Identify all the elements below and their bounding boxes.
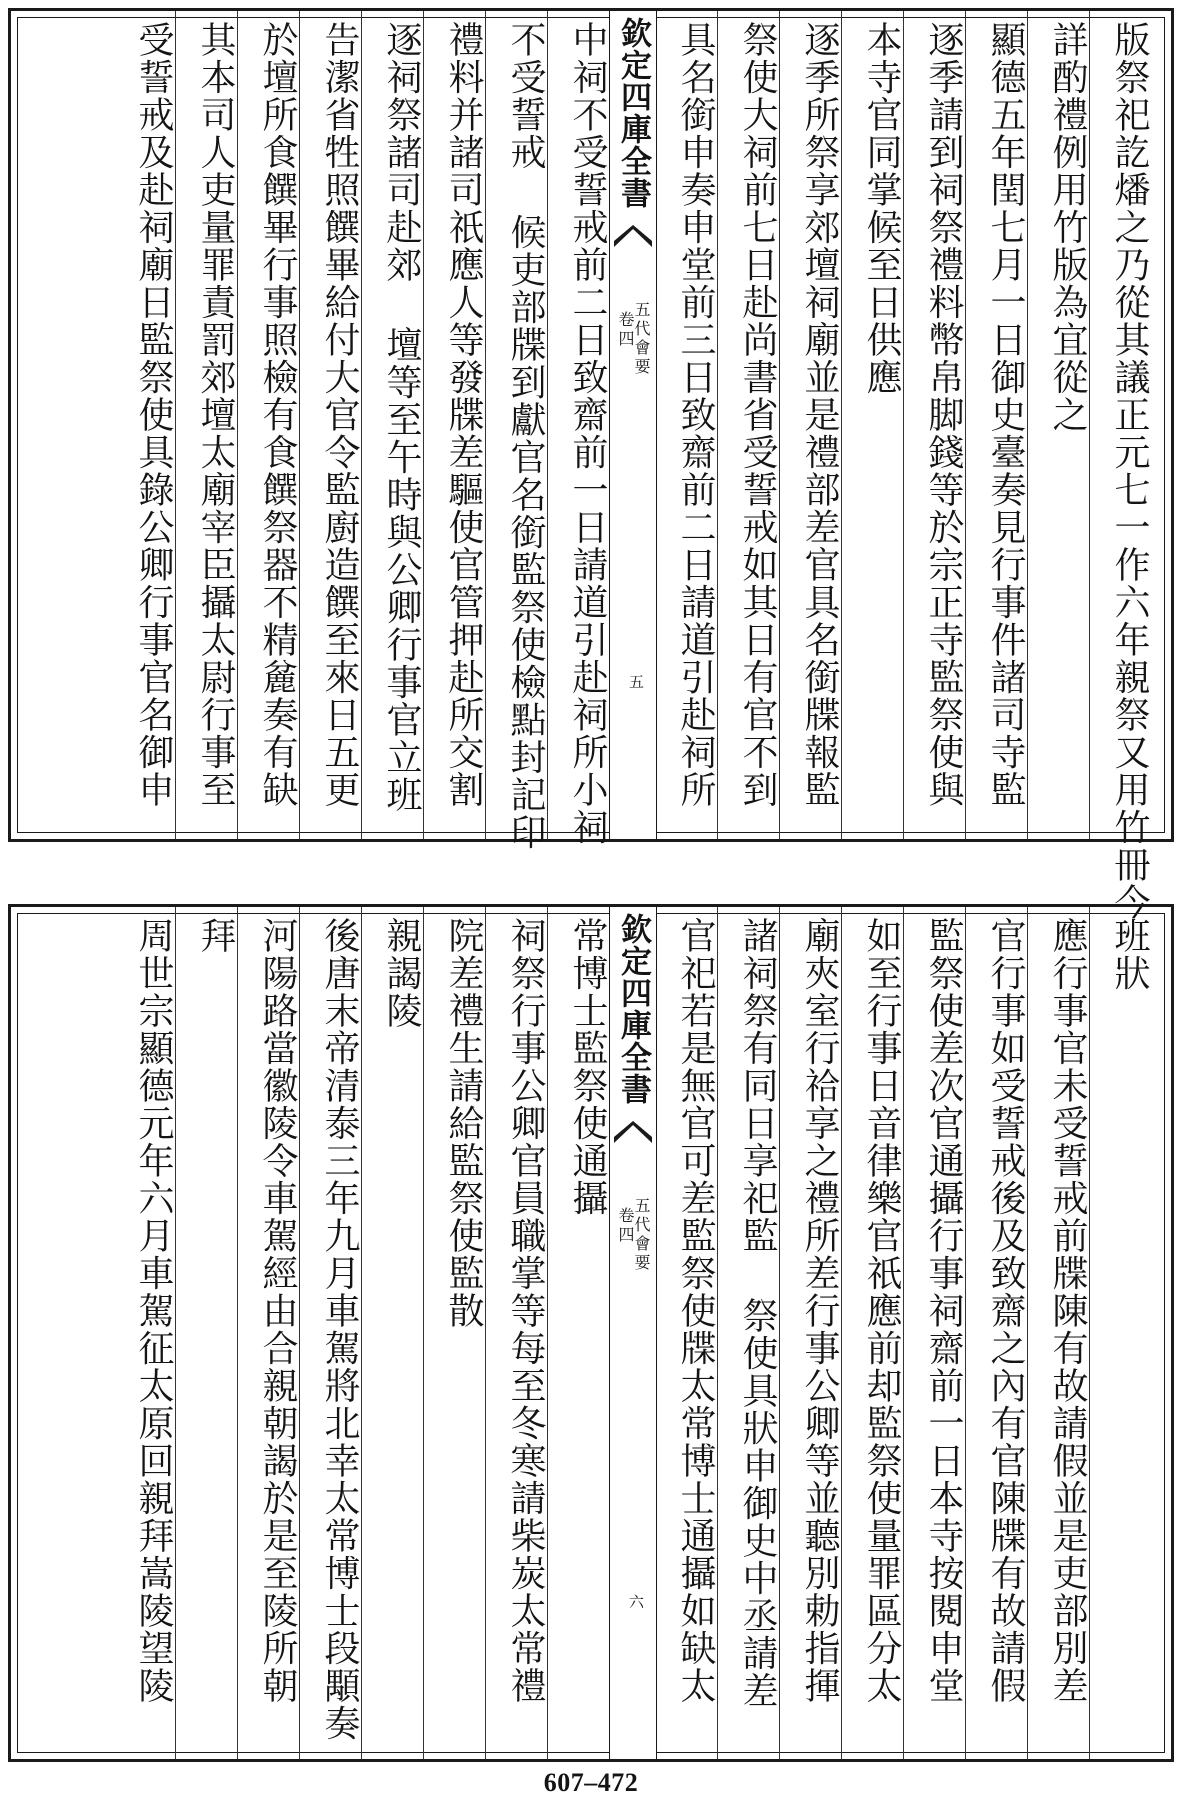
upper-page-column-rule — [547, 11, 548, 839]
upper-page-text-column: 具名銜申奏申堂前三日致齋前二日請道引赴祠所 — [675, 21, 716, 809]
lower-page-column-rule — [423, 907, 424, 1759]
lower-page-column-rule — [717, 907, 718, 1759]
page-number: 607–472 — [543, 1768, 639, 1797]
lower-page-text-column: 應行事官未受誓戒前牒陳有故請假並是吏部別差 — [1047, 917, 1088, 1705]
upper-page-text-column: 告潔省牲照饌畢給付大官令監廚造饌至來日五更 — [319, 21, 360, 809]
lower-page-text-column: 後唐末帝清泰三年九月車駕將北幸太常博士段顒奏 — [319, 917, 360, 1742]
lower-page-text-column: 班狀 — [1109, 917, 1150, 992]
upper-page-column-rule — [361, 11, 362, 839]
lower-page-column-rule — [299, 907, 300, 1759]
lower-page-text-column: 拜 — [195, 917, 236, 955]
lower-page-column-rule — [841, 907, 842, 1759]
upper-page-text-column: 顯德五年閏七月一日御史臺奏見行事件諸司寺監 — [985, 21, 1026, 809]
upper-page-text-column: 詳酌禮例用竹版為宜從之 — [1047, 21, 1088, 434]
upper-page-book-name: 五代會要 — [632, 301, 651, 377]
lower-page-column-rule — [547, 907, 548, 1759]
upper-page-folio-number: 五 — [627, 674, 645, 689]
upper-page-text-column: 逐季請到祠祭禮料幣帛脚錢等於宗正寺監祭使與 — [923, 21, 964, 809]
upper-page-text-column: 中祠不受誓戒前二日致齋前一日請道引赴祠所小祠 — [567, 21, 608, 846]
lower-page-text-column: 官行事如受誓戒後及致齋之內有官陳牒有故請假 — [985, 917, 1026, 1705]
lower-page-volume: 卷四 — [616, 1207, 635, 1245]
lower-page-text-column: 親謁陵 — [381, 917, 422, 1030]
upper-page-text-column: 逐季所祭享郊壇祠廟並是禮部差官具名銜牒報監 — [799, 21, 840, 809]
upper-page-center-fold — [609, 11, 657, 839]
upper-page-column-rule — [779, 11, 780, 839]
lower-page-text-column: 廟夾室行祫享之禮所差行事公卿等並聽別勅指揮 — [799, 917, 840, 1705]
upper-page-column-rule — [965, 11, 966, 839]
upper-page-column-rule — [299, 11, 300, 839]
upper-page-column-rule — [717, 11, 718, 839]
upper-page-column-rule — [423, 11, 424, 839]
lower-page-column-rule — [903, 907, 904, 1759]
lower-page-column-rule — [965, 907, 966, 1759]
upper-page-running-title: 欽定四庫全書 — [615, 17, 651, 209]
upper-page-text-column: 不受誓戒 候吏部牒到獻官名銜監祭使檢點封記印 — [505, 21, 546, 851]
lower-page-text-column: 監祭使差次官通攝行事祠齋前一日本寺按閱申堂 — [923, 917, 964, 1705]
upper-page-volume: 卷四 — [616, 311, 635, 349]
upper-page-column-rule — [1027, 11, 1028, 839]
lower-page-column-rule — [1027, 907, 1028, 1759]
lower-page-text-column: 周世宗顯德元年六月車駕征太原回親拜嵩陵望陵 — [133, 917, 174, 1705]
lower-page-text-column: 諸祠祭有同日享祀監 祭使具狀申御史中丞請差 — [737, 917, 778, 1710]
upper-page-text-column: 受誓戒及赴祠廟日監祭使具錄公卿行事官名御申 — [133, 21, 174, 809]
upper-page-column-rule — [175, 11, 176, 839]
lower-page-column-rule — [361, 907, 362, 1759]
lower-page-text-column: 如至行事日音律樂官祇應前却監祭使量罪區分太 — [861, 917, 902, 1705]
lower-page-text-column: 河陽路當徽陵令車駕經由合親朝謁於是至陵所朝 — [257, 917, 298, 1705]
upper-page-column-rule — [841, 11, 842, 839]
lower-page-text-column: 祠祭行事公卿官員職掌等每至冬寒請柴炭太常禮 — [505, 917, 546, 1705]
lower-page-text-column: 院差禮生請給監祭使監散 — [443, 917, 484, 1330]
lower-page-center-fold — [609, 907, 657, 1759]
upper-page-text-column: 祭使大祠前七日赴尚書省受誓戒如其日有官不到 — [737, 21, 778, 809]
upper-page-text-column: 版祭祀訖燔之乃從其議正元七一作六年親祭又用竹冊今 — [1109, 21, 1150, 921]
lower-page-folio-number: 六 — [627, 1594, 645, 1609]
lower-page-running-title: 欽定四庫全書 — [615, 913, 651, 1105]
upper-page-column-rule — [485, 11, 486, 839]
lower-page-text-column: 常博士監祭使通攝 — [567, 917, 608, 1217]
lower-page — [8, 904, 1174, 1762]
upper-page-text-column: 於壇所食饌畢行事照檢有食饌祭器不精麄奏有缺 — [257, 21, 298, 809]
lower-page-column-rule — [237, 907, 238, 1759]
lower-page-column-rule — [1089, 907, 1090, 1759]
lower-page-fishtail-mark — [614, 1121, 652, 1143]
upper-page-text-column: 禮料并諸司祇應人等發牒差驅使官管押赴所交割 — [443, 21, 484, 809]
lower-page-column-rule — [175, 907, 176, 1759]
upper-page-fishtail-mark — [614, 225, 652, 247]
upper-page-text-column: 本寺官同掌候至日供應 — [861, 21, 902, 396]
upper-page-column-rule — [237, 11, 238, 839]
upper-page-column-rule — [903, 11, 904, 839]
upper-page-column-rule — [1089, 11, 1090, 839]
upper-page-text-column: 逐祠祭諸司赴郊 壇等至午時與公卿行事官立班 — [381, 21, 422, 814]
lower-page-column-rule — [779, 907, 780, 1759]
lower-page-text-column: 官祀若是無官可差監祭使牒太常博士通攝如缺太 — [675, 917, 716, 1705]
lower-page-column-rule — [485, 907, 486, 1759]
upper-page-text-column: 其本司人吏量罪責罰郊壇太廟宰臣攝太尉行事至 — [195, 21, 236, 809]
lower-page-book-name: 五代會要 — [632, 1197, 651, 1273]
upper-page — [8, 8, 1174, 921]
